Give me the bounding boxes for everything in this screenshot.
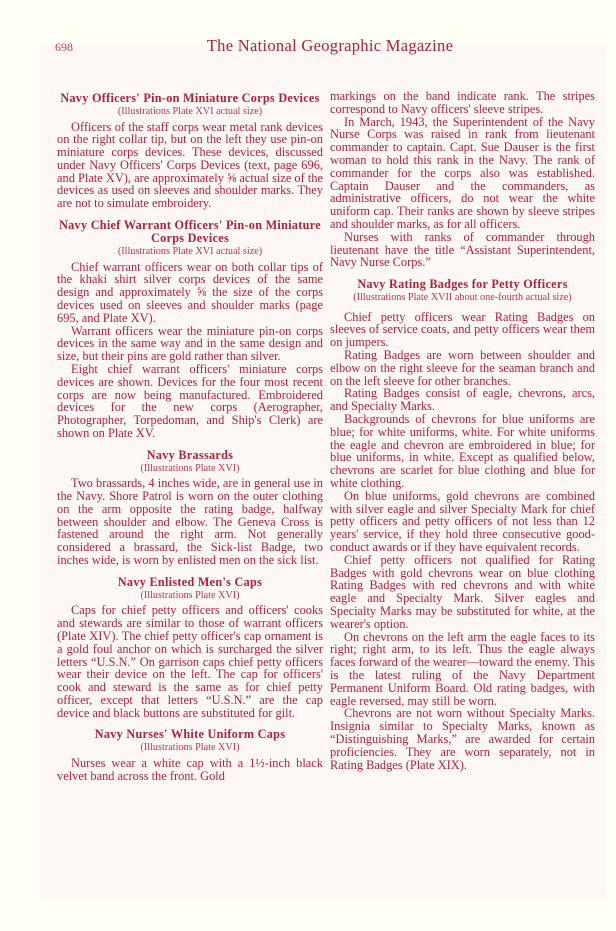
running-head xyxy=(55,36,605,60)
section-caption: (Illustrations Plate XVI actual size) xyxy=(117,106,263,117)
section-heading: Navy Rating Badges for Petty Officers xyxy=(357,277,568,292)
section-caption: (Illustrations Plate XVI) xyxy=(140,742,240,754)
section-heading: Navy Brassards xyxy=(146,447,234,462)
section-caption: (Illustrations Plate XVI) xyxy=(140,589,240,601)
page-number: 698 xyxy=(55,40,73,54)
section-nurses-caps xyxy=(57,728,323,782)
section-rating-badges xyxy=(330,278,595,771)
paragraph: Chevrons are not worn without Specialty Marks. Insignia similar to Specialty Marks, known as “Distinguishing Marks,” are awarded for certain proficiencies. They are worn separately, not in Rating Badges (Plate XIX). xyxy=(330,706,595,772)
section-brassards xyxy=(57,449,323,567)
magazine-title: The National Geographic Magazine xyxy=(206,36,454,55)
paragraph: Chief petty officers not qualified for Rating Badges with gold chevrons wear on blue clothing Rating Badges with red chevrons and with white eagle and Specialty Mark. Silver eagles and Specialty Marks may be substituted for white, at the wearer's option. xyxy=(330,552,595,631)
paragraph: Officers of the staff corps wear metal rank devices on the right collar tip, but on the left they use pin-on miniature corps devices. These devices, discussed under Navy Officers' Corps Devices (text, page 696, and Plate XV), are approximately ⅝ actual size of the devices as used on sleeves and shoulder marks. They are not to simulate embroidery. xyxy=(57,119,323,211)
paragraph: Chief petty officers wear Rating Badges on sleeves of service coats, and petty officers wear them on jumpers. xyxy=(330,309,595,350)
paragraph: Two brassards, 4 inches wide, are in general use in the Navy. Shore Patrol is worn on the outer clothing on the arm opposite the rating badge, halfway between shoulder and elbow. The Geneva Cross is fastened around the right arm. Not generally considered a brassard, the Sick-list Badge, two inches wide, is worn by enlisted men on the sick list. xyxy=(57,476,323,568)
section-heading: Navy Enlisted Men's Caps xyxy=(117,574,263,589)
section-caption: (Illustrations Plate XVI actual size) xyxy=(117,246,263,258)
section-chief-warrant-devices xyxy=(57,219,323,440)
paragraph: Backgrounds of chevrons for blue uniforms are blue; for white uniforms, white. For white uniforms the eagle and chevron are embroidered in blue; for blue uniforms, in white. Except as qualified below, chevrons are scarlet for blue clothing and blue for white clothing. xyxy=(330,412,595,491)
paragraph-continuation: markings on the band indicate rank. The stripes correspond to Navy officers' sleeve stripes. xyxy=(330,89,595,116)
paragraph: Eight chief warrant officers' miniature corps devices are shown. Devices for the four most recent corps are now being manufactured. Embroidered devices for the new corps (Aerographer, Photographer, Torpedoman, and Ship's Clerk) are shown on Plate XV. xyxy=(57,361,323,440)
right-column xyxy=(330,90,595,780)
paragraph: In March, 1943, the Superintendent of the Navy Nurse Corps was raised in rank from lieutenant commander to captain. Capt. Sue Dauser is the first woman to hold this rank in the Navy. The rank of commander for the corps also was established. Captain Dauser and the commanders, as administrative officers, do not wear the white uniform cap. Their ranks are shown by sleeve stripes and shoulder marks, as for all officers. xyxy=(330,114,595,231)
left-column xyxy=(57,92,323,792)
paragraph: Rating Badges consist of eagle, chevrons, arcs, and Specialty Marks. xyxy=(330,386,595,414)
paragraph: Nurses with ranks of commander through lieutenant have the title “Assistant Superintendent, Navy Nurse Corps.” xyxy=(330,229,595,270)
section-enlisted-caps xyxy=(57,576,323,720)
paragraph: Nurses wear a white cap with a 1½-inch black velvet band across the front. Gold xyxy=(57,755,323,783)
section-heading: Navy Officers' Pin-on Miniature Corps Devices xyxy=(60,91,320,105)
section-pin-on-devices xyxy=(57,92,323,210)
paragraph: Rating Badges are worn between shoulder and elbow on the right sleeve for the seaman branch and on the left sleeve for other branches. xyxy=(330,348,595,388)
paragraph: Chief warrant officers wear on both collar tips of the khaki shirt silver corps devices of the same design and approximately ⅝ the size of the corps devices used on sleeves and shoulder marks (page 695, and Plate XV). xyxy=(57,259,323,325)
section-caption: (Illustrations Plate XVI) xyxy=(140,462,240,474)
paragraph: On blue uniforms, gold chevrons are combined with silver eagle and silver Specialty Mark for chief petty officers and petty officers of not less than 12 years' service, if they hold three consecutive good-conduct awards or if they have equivalent records. xyxy=(330,488,595,554)
section-caption: (Illustrations Plate XVII about one-fourth actual size) xyxy=(353,292,572,304)
paragraph: On chevrons on the left arm the eagle faces to its right; right arm, to its left. Thus the eagle always faces forward of the wearer—toward the enemy. This is the latest ruling of the Navy Department Permanent Uniform Board. Old rating badges, with eagle reversed, may still be worn. xyxy=(330,629,595,708)
section-heading: Navy Nurses' White Uniform Caps xyxy=(94,727,286,742)
paragraph: Caps for chief petty officers and officers' cooks and stewards are similar to those of warrant officers (Plate XIV). The chief petty officer's cap ornament is a gold foul anchor on which is surcharged the silver letters “U.S.N.” On garrison caps chief petty officers wear their device on the left. The cap for officers' cook and steward is the same as for chief petty officer, except that letters “U.S.N.” are the cap device and black buttons are substituted for gilt. xyxy=(57,603,323,720)
paragraph: Warrant officers wear the miniature pin-on corps devices in the same way and in the same design and size, but their pins are gold rather than silver. xyxy=(57,323,323,364)
section-heading: Navy Chief Warrant Officers' Pin-on Miniature Corps Devices xyxy=(59,218,321,246)
